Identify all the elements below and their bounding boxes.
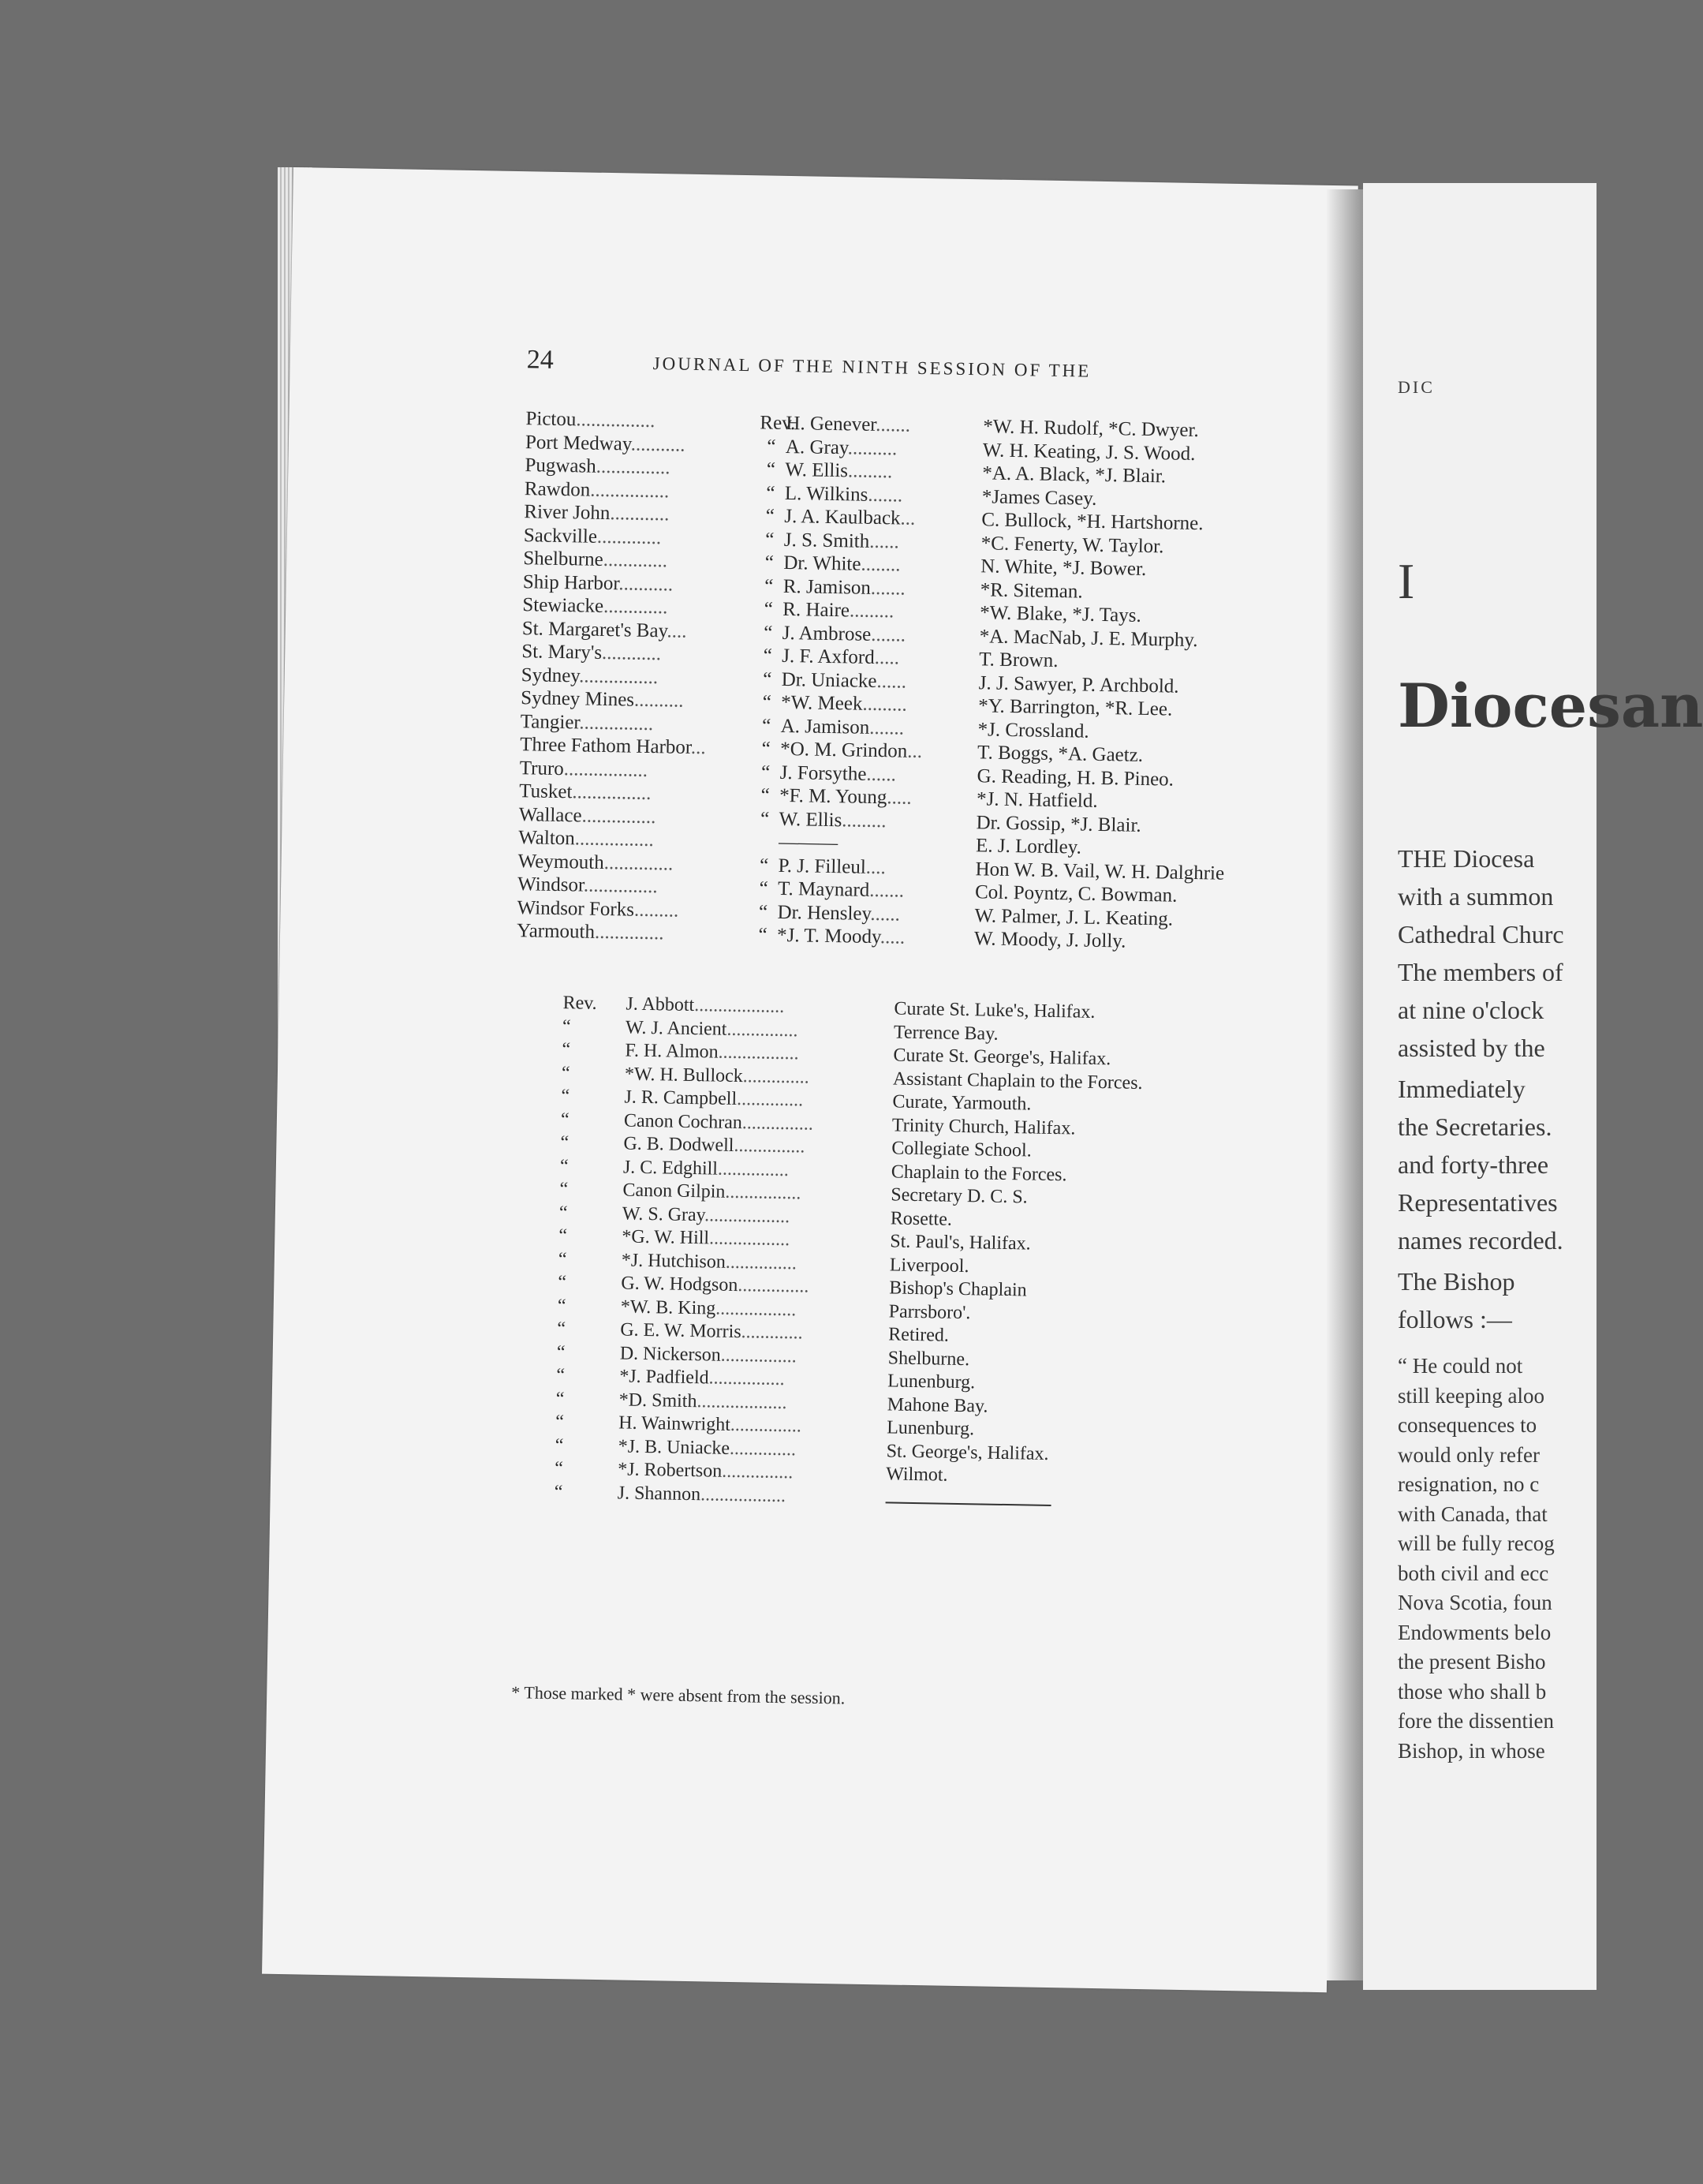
clergy-name: G. B. Dodwell...............	[623, 1133, 805, 1157]
parish-delegates: Col. Poyntz, C. Bowman.	[974, 881, 1178, 907]
right-page-line: Immediately	[1398, 1075, 1526, 1103]
parish-delegates: *Y. Barrington, *R. Lee.	[977, 695, 1173, 720]
clergy-name: *J. Robertson...............	[618, 1459, 794, 1483]
parish-delegates: *J. Crossland.	[977, 718, 1089, 742]
clergy-post: Trinity Church, Halifax.	[891, 1114, 1076, 1139]
clergy-post: Parrsboro'.	[888, 1300, 971, 1323]
right-page-line: will be fully recog	[1398, 1531, 1555, 1555]
clergy-prefix: “	[767, 436, 776, 458]
parish-place: Pictou................	[525, 408, 655, 432]
clergy-post: Curate St. Luke's, Halifax.	[894, 998, 1096, 1023]
clergy-prefix: “	[561, 1062, 570, 1083]
clergy-name: H. Wainwright...............	[618, 1412, 802, 1437]
clergy-name: G. E. W. Morris.............	[620, 1319, 803, 1344]
clergy-post: St. Paul's, Halifax.	[890, 1231, 1031, 1255]
clergy-prefix: “	[759, 854, 769, 877]
right-page-line: THE Diocesa	[1398, 844, 1535, 873]
clergy-prefix: “	[761, 714, 771, 737]
clergy-post: Mahone Bay.	[887, 1393, 988, 1417]
clergy-prefix: “	[560, 1132, 570, 1154]
parish-delegates: *J. N. Hatfield.	[976, 788, 1098, 812]
clergy-name: J. R. Campbell..............	[624, 1086, 804, 1111]
clergy-prefix: “	[554, 1481, 563, 1502]
parish-clergy: ———	[778, 831, 838, 855]
parish-place: Tusket................	[519, 780, 652, 805]
parish-place: Sydney Mines..........	[521, 687, 684, 712]
right-page-line: with a summon	[1398, 882, 1554, 911]
clergy-prefix: “	[557, 1295, 566, 1316]
clergy-post: Assistant Chaplain to the Forces.	[892, 1068, 1143, 1094]
running-head	[526, 345, 1284, 398]
right-page-line: Bishop, in whose	[1398, 1738, 1545, 1763]
clergy-name: *J. Hutchison...............	[621, 1249, 797, 1273]
clergy-prefix: “	[559, 1155, 569, 1176]
clergy-prefix: “	[763, 645, 773, 667]
clergy-prefix: “	[764, 598, 774, 620]
parish-clergy: Dr. White........	[783, 552, 901, 576]
parish-delegates: W. H. Keating, J. S. Wood.	[982, 439, 1196, 465]
clergy-prefix: “	[761, 738, 771, 760]
parish-clergy: J. F. Axford.....	[782, 645, 900, 669]
parish-delegates: *A. A. Black, *J. Blair.	[982, 462, 1167, 488]
parish-delegates: *A. MacNab, J. E. Murphy.	[979, 625, 1198, 651]
clergy-name: J. Shannon..................	[617, 1482, 786, 1506]
clergy-name: *J. Padfield................	[619, 1366, 785, 1390]
clergy-name: Canon Gilpin................	[622, 1180, 801, 1204]
right-page-line: consequences to	[1398, 1413, 1537, 1437]
parish-clergy: J. A. Kaulback...	[784, 505, 916, 529]
clergy-name: Canon Cochran...............	[623, 1109, 814, 1135]
clergy-prefix: “	[562, 1015, 571, 1037]
parish-delegates: J. J. Sawyer, P. Archbold.	[978, 671, 1179, 697]
parish-clergy: A. Gray..........	[785, 436, 898, 459]
parish-delegates: N. White, *J. Bower.	[980, 555, 1147, 580]
clergy-prefix: “	[764, 621, 773, 644]
parish-delegates: W. Moody, J. Jolly.	[973, 928, 1126, 952]
right-page-line: “ He could not	[1398, 1354, 1523, 1378]
clergy-post: St. George's, Halifax.	[886, 1440, 1049, 1464]
right-page-line: the present Bisho	[1398, 1650, 1546, 1674]
parish-delegates-list	[517, 408, 1315, 957]
page-number: 24	[526, 345, 555, 375]
parish-place: Port Medway...........	[525, 431, 685, 456]
right-page-initial: I	[1398, 553, 1415, 609]
parish-delegates: *C. Fenerty, W. Taylor.	[980, 532, 1164, 557]
clergy-prefix: “	[760, 784, 770, 806]
right-page-line: with Canada, that	[1398, 1502, 1548, 1526]
clergy-prefix: “	[560, 1109, 570, 1130]
left-page-content	[497, 345, 1363, 2095]
clergy-post: Terrence Bay.	[893, 1021, 999, 1045]
clergy-prefix: “	[764, 575, 774, 597]
parish-place: St. Mary's............	[521, 641, 662, 665]
parish-delegates: *R. Siteman.	[980, 578, 1083, 603]
parish-delegates: *James Casey.	[981, 485, 1097, 510]
clergy-prefix: “	[562, 1039, 571, 1060]
parish-place: Yarmouth..............	[516, 920, 664, 944]
clergy-post: Bishop's Chaplain	[889, 1277, 1027, 1301]
clergy-prefix: “	[758, 924, 767, 946]
parish-clergy: Dr. Uniacke......	[781, 668, 907, 693]
clergy-post: Rosette.	[890, 1207, 953, 1230]
parish-place: Sydney................	[521, 664, 659, 688]
clergy-prefix: “	[555, 1388, 565, 1409]
parish-place: River John............	[524, 501, 670, 525]
parish-place: Pugwash...............	[525, 454, 670, 479]
right-page-line: the Secretaries.	[1398, 1113, 1552, 1141]
parish-delegates: C. Bullock, *H. Hartshorne.	[981, 509, 1204, 535]
right-page-line: Cathedral Churc	[1398, 920, 1564, 948]
clergy-name: W. S. Gray..................	[622, 1202, 790, 1227]
clergy-prefix: “	[765, 505, 775, 527]
right-page-line: and forty-three	[1398, 1150, 1549, 1179]
parish-clergy: J. S. Smith......	[783, 529, 899, 552]
right-page-line: at nine o'clock	[1398, 996, 1544, 1024]
clergy-prefix: “	[766, 458, 776, 481]
right-page-line: The Bishop	[1398, 1267, 1515, 1296]
clergy-prefix: “	[760, 761, 771, 783]
clergy-prefix: “	[555, 1458, 564, 1479]
right-page-line: The members of	[1398, 958, 1563, 986]
right-page-line: both civil and ecc	[1398, 1561, 1549, 1585]
parish-delegates: T. Boggs, *A. Gaetz.	[977, 742, 1144, 766]
parish-delegates: *W. Blake, *J. Tays.	[980, 602, 1141, 626]
clergy-post: Shelburne.	[887, 1347, 970, 1370]
parish-clergy: A. Jamison.......	[780, 715, 905, 739]
parish-place: Windsor...............	[517, 873, 658, 898]
clergy-name: J. C. Edghill...............	[622, 1156, 790, 1180]
clergy-name: G. W. Hodgson...............	[621, 1273, 809, 1297]
clergy-prefix: “	[559, 1179, 569, 1200]
right-page-line: names recorded.	[1398, 1226, 1563, 1255]
clergy-prefix: “	[555, 1434, 564, 1456]
clergy-prefix: “	[556, 1341, 566, 1363]
parish-clergy: W. Ellis.........	[785, 458, 893, 483]
parish-place: Wallace...............	[518, 803, 656, 828]
clergy-prefix: “	[758, 900, 768, 923]
parish-delegates: W. Palmer, J. L. Keating.	[974, 904, 1174, 930]
right-running-head: DIC	[1398, 377, 1435, 397]
clergy-name: *G. W. Hill.................	[622, 1226, 790, 1251]
parish-place: Ship Harbor...........	[522, 570, 674, 595]
clergy-post: Liverpool.	[889, 1254, 969, 1277]
parish-clergy: *F. M. Young.....	[779, 784, 912, 809]
clergy-prefix: “	[555, 1412, 565, 1433]
parish-clergy: R. Haire.........	[782, 598, 894, 623]
clergy-prefix: “	[762, 668, 772, 690]
parish-place: Rawdon................	[524, 477, 670, 502]
clergy-name: W. J. Ancient...............	[625, 1017, 798, 1041]
parish-clergy: *J. T. Moody.....	[776, 924, 906, 948]
parish-clergy: P. J. Filleul....	[778, 855, 887, 878]
parish-delegates: E. J. Lordley.	[975, 835, 1082, 858]
parish-place: Three Fathom Harbor...	[520, 734, 706, 759]
clergy-post: Curate St. George's, Halifax.	[893, 1045, 1111, 1070]
parish-place: Weymouth..............	[517, 850, 674, 875]
clergy-name: F. H. Almon.................	[625, 1040, 799, 1064]
parish-clergy: T. Maynard.......	[777, 877, 905, 902]
parish-clergy: *W. Meek.........	[781, 691, 907, 716]
clergy-name: *D. Smith...................	[618, 1389, 787, 1413]
left-page	[262, 167, 1358, 1992]
right-page-line: assisted by the	[1398, 1034, 1545, 1062]
clergy-post: Curate, Yarmouth.	[892, 1091, 1032, 1115]
right-page-line: Nova Scotia, foun	[1398, 1591, 1552, 1614]
parish-place: Shelburne.............	[523, 548, 668, 572]
clergy-prefix: “	[558, 1248, 567, 1270]
clergy-prefix: “	[764, 552, 775, 574]
parish-place: Walton................	[517, 827, 655, 851]
right-page-line: Representatives	[1398, 1188, 1558, 1217]
clergy-prefix: “	[558, 1202, 568, 1223]
clergy-name: J. Abbott...................	[626, 993, 785, 1018]
parish-place: Stewiacke.............	[522, 594, 668, 619]
clergy-prefix: “	[765, 529, 775, 551]
parish-place: Windsor Forks.........	[517, 896, 679, 922]
clergy-prefix: “	[759, 877, 768, 899]
clergy-prefix: “	[760, 807, 770, 830]
clergy-prefix: “	[557, 1318, 566, 1340]
footnote: * Those marked * were absent from the session.	[511, 1682, 846, 1708]
clergy-prefix: “	[558, 1272, 567, 1293]
parish-delegates: G. Reading, H. B. Pineo.	[977, 765, 1175, 791]
right-page-line: would only refer	[1398, 1442, 1540, 1467]
parish-place: Sackville.............	[523, 524, 662, 548]
right-page-line: still keeping aloo	[1398, 1383, 1544, 1408]
clergy-post: Lunenburg.	[887, 1371, 976, 1393]
section-heading: Diocesan	[1398, 671, 1703, 741]
parish-clergy: J. Ambrose.......	[782, 622, 906, 646]
parish-place: Tangier...............	[520, 710, 654, 735]
parish-delegates: *W. H. Rudolf, *C. Dwyer.	[983, 416, 1199, 442]
clergy-prefix: “	[561, 1086, 570, 1107]
clergy-prefix: “	[556, 1365, 566, 1386]
parish-clergy: Dr. Hensley......	[777, 901, 901, 926]
right-page-line: resignation, no c	[1398, 1472, 1540, 1496]
clergy-prefix: Rev.	[562, 993, 597, 1014]
parish-clergy: R. Jamison.......	[782, 575, 906, 600]
parish-delegates: T. Brown.	[979, 649, 1059, 672]
right-page-line: Endowments belo	[1398, 1620, 1552, 1644]
clergy-post: Secretary D. C. S.	[891, 1184, 1028, 1208]
parish-place: St. Margaret's Bay....	[521, 617, 687, 642]
parish-clergy: H. Genever.......	[786, 412, 911, 436]
parish-clergy: *O. M. Grindon...	[779, 738, 923, 763]
right-page-line: those who shall b	[1398, 1679, 1547, 1703]
parish-clergy: W. Ellis.........	[779, 808, 887, 832]
parish-clergy: J. Forsythe......	[779, 761, 897, 785]
clergy-name: *W. H. Bullock..............	[624, 1064, 809, 1088]
clergy-prefix: “	[766, 482, 775, 504]
parish-clergy: L. Wilkins.......	[784, 482, 903, 507]
clergy-without-parish-list	[554, 993, 1272, 1517]
clergy-prefix: Rev.	[760, 412, 796, 435]
clergy-post: Chaplain to the Forces.	[891, 1161, 1067, 1185]
clergy-name: *J. B. Uniacke..............	[618, 1435, 797, 1460]
parish-delegates: Dr. Gossip, *J. Blair.	[976, 811, 1141, 836]
clergy-name: D. Nickerson................	[619, 1342, 797, 1367]
clergy-post: Wilmot.	[885, 1464, 948, 1486]
parish-place: Truro.................	[519, 757, 648, 781]
clergy-post: Retired.	[888, 1324, 950, 1346]
clergy-post: Lunenburg.	[887, 1417, 975, 1440]
clergy-name: *W. B. King.................	[620, 1296, 797, 1320]
right-page-line: fore the dissentien	[1398, 1709, 1554, 1733]
clergy-prefix: “	[762, 691, 772, 713]
clergy-post: Collegiate School.	[891, 1138, 1032, 1161]
clergy-prefix	[753, 831, 776, 832]
parish-delegates: Hon W. B. Vail, W. H. Dalghrie	[975, 858, 1225, 884]
clergy-prefix: “	[558, 1225, 568, 1247]
right-page-line: follows :—	[1398, 1305, 1512, 1333]
running-title: JOURNAL OF THE NINTH SESSION OF THE	[652, 353, 1092, 381]
